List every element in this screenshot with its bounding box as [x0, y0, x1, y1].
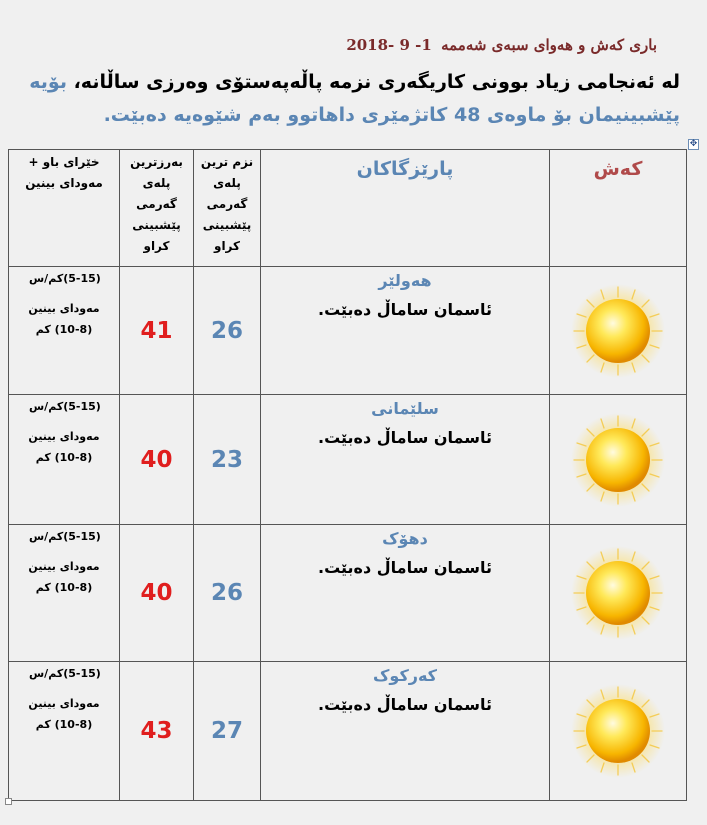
table-row [9, 662, 687, 801]
header-weather: کەش [550, 150, 687, 267]
weather-cell [550, 267, 687, 395]
max-temp: 43 [120, 662, 194, 801]
table-row [9, 267, 687, 395]
table-row [9, 525, 687, 662]
visibility-value: (10-8) کم [35, 323, 93, 336]
city-cell [261, 395, 550, 525]
wind-cell [9, 662, 120, 801]
header-min-line: گەرمی [206, 197, 248, 211]
header-cities: پارێزگاکان [261, 150, 550, 267]
intro-blue: بۆیە پێشبینیمان بۆ ماوەی 48 کاتژمێری داهاتوو بەم شێوەیە دەبێت. [29, 71, 680, 126]
min-temp: 26 [194, 525, 261, 662]
visibility-value: (10-8) کم [35, 718, 93, 731]
intro-paragraph [20, 66, 680, 132]
city-name: دهۆک [382, 529, 428, 548]
max-temp: 41 [120, 267, 194, 395]
header-min-line: کراو [213, 239, 240, 253]
header-wind-line: مەودای بینین [25, 176, 103, 190]
min-temp: 23 [194, 395, 261, 525]
page-title [237, 36, 657, 54]
city-cell [261, 267, 550, 395]
city-name: سلێمانی [371, 399, 439, 418]
wind-cell [9, 525, 120, 662]
wind-speed: (5-15)کم/س [29, 272, 101, 285]
header-min-line: پێشبینی [202, 218, 252, 232]
header-wind-line: خێرای باو + [28, 155, 100, 169]
header-max-line: پێشبینی [132, 218, 181, 232]
wind-speed: (5-15)کم/س [29, 400, 101, 413]
city-cell [261, 525, 550, 662]
visibility-label: مەودای بینین [28, 697, 100, 710]
city-desc: ئاسمان ساماڵ دەبێت. [317, 300, 493, 319]
sun-icon [570, 412, 666, 508]
title-date: 2018- 9 -1 [346, 36, 432, 54]
header-max-line: گەرمی [136, 197, 177, 211]
city-desc: ئاسمان ساماڵ دەبێت. [317, 695, 493, 714]
wind-speed: (5-15)کم/س [29, 530, 101, 543]
wind-speed: (5-15)کم/س [29, 667, 101, 680]
header-min-line: نزم ترین [200, 155, 254, 169]
wind-cell [9, 395, 120, 525]
intro-main: لە ئەنجامی زیاد بوونی کاریگەری نزمە پاڵەپەستۆی وەرزی ساڵانە، [73, 71, 680, 93]
header-max-line: بەرزترین [130, 155, 183, 169]
header-min-line: پلەی [213, 176, 241, 190]
city-name: هەولێر [378, 271, 432, 290]
weather-table [8, 149, 687, 801]
table-row [9, 395, 687, 525]
city-desc: ئاسمان ساماڵ دەبێت. [317, 428, 493, 447]
header-max-temp [120, 150, 194, 267]
table-move-handle-icon[interactable]: ✥ [689, 139, 698, 149]
visibility-label: مەودای بینین [28, 302, 100, 315]
sun-icon [570, 545, 666, 641]
city-cell [261, 662, 550, 801]
sun-icon [570, 683, 666, 779]
weather-cell [550, 395, 687, 525]
resize-handle[interactable] [5, 798, 12, 805]
header-max-line: کراو [143, 239, 170, 253]
table-header-row [9, 150, 687, 267]
header-wind [9, 150, 120, 267]
min-temp: 27 [194, 662, 261, 801]
title-text: باری کەش و هەوای سبەی شەممە [441, 36, 657, 54]
city-name: کەرکوک [373, 666, 437, 685]
header-max-line: پلەی [142, 176, 171, 190]
visibility-value: (10-8) کم [35, 581, 93, 594]
visibility-label: مەودای بینین [28, 560, 100, 573]
weather-cell [550, 662, 687, 801]
sun-icon [570, 283, 666, 379]
max-temp: 40 [120, 525, 194, 662]
header-min-temp [194, 150, 261, 267]
wind-cell [9, 267, 120, 395]
city-desc: ئاسمان ساماڵ دەبێت. [317, 558, 493, 577]
visibility-label: مەودای بینین [28, 430, 100, 443]
min-temp: 26 [194, 267, 261, 395]
weather-cell [550, 525, 687, 662]
max-temp: 40 [120, 395, 194, 525]
visibility-value: (10-8) کم [35, 451, 93, 464]
